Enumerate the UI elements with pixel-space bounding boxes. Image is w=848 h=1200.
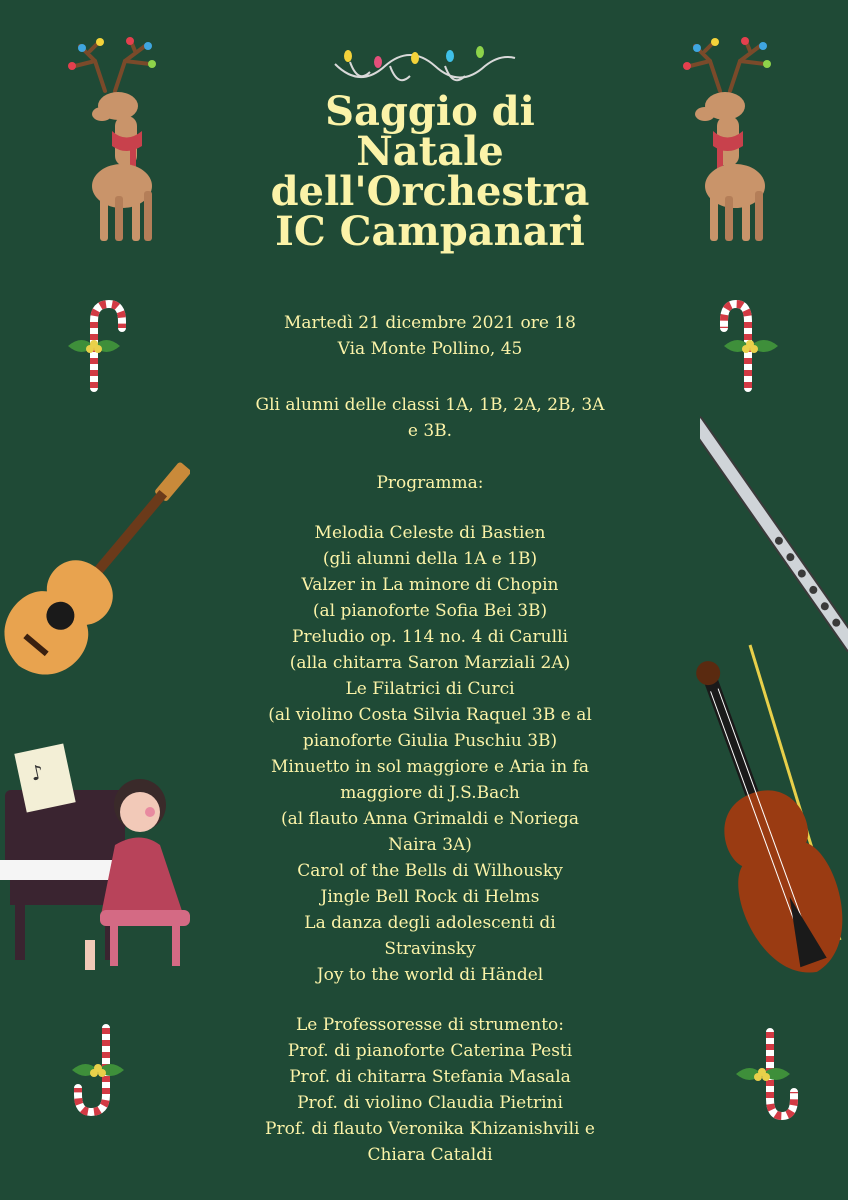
reindeer-left-icon bbox=[60, 36, 170, 246]
candy-cane-icon bbox=[730, 1024, 800, 1124]
program-line: Carol of the Bells di Wilhousky bbox=[297, 861, 563, 881]
title-line: Saggio di bbox=[325, 88, 535, 135]
program-line: (al violino Costa Silvia Raquel 3B e al bbox=[268, 705, 592, 725]
candy-cane-icon bbox=[718, 296, 788, 396]
title-line: IC Campanari bbox=[275, 208, 585, 255]
classes-info bbox=[180, 392, 680, 444]
program-line: Joy to the world di Händel bbox=[316, 965, 544, 985]
program-line: (gli alunni della 1A e 1B) bbox=[322, 549, 538, 569]
string-lights-icon bbox=[330, 44, 520, 94]
address-line: Via Monte Pollino, 45 bbox=[337, 339, 523, 359]
program-heading-text: Programma: bbox=[376, 473, 484, 493]
program-line: Preludio op. 114 no. 4 di Carulli bbox=[292, 627, 568, 647]
candy-cane-icon bbox=[64, 296, 134, 396]
guitar-icon bbox=[0, 438, 190, 708]
svg-text:♪: ♪ bbox=[28, 759, 46, 786]
program-line: Le Filatrici di Curci bbox=[345, 679, 515, 699]
program-line: Stravinsky bbox=[384, 939, 476, 959]
program-line: Melodia Celeste di Bastien bbox=[314, 523, 546, 543]
classes-line: Gli alunni delle classi 1A, 1B, 2A, 2B, 3A bbox=[255, 395, 605, 415]
program-line: (alla chitarra Saron Marziali 2A) bbox=[289, 653, 571, 673]
date-line: Martedì 21 dicembre 2021 ore 18 bbox=[284, 313, 576, 333]
flyer-title bbox=[180, 88, 680, 255]
reindeer-right-icon bbox=[675, 36, 785, 246]
teachers-line: Prof. di violino Claudia Pietrini bbox=[297, 1093, 563, 1113]
program-list bbox=[180, 520, 680, 988]
program-line: (al pianoforte Sofia Bei 3B) bbox=[312, 601, 548, 621]
classes-line: e 3B. bbox=[407, 421, 453, 441]
flute-icon bbox=[700, 412, 848, 652]
event-info bbox=[180, 310, 680, 362]
program-line: La danza degli adolescenti di bbox=[304, 913, 556, 933]
program-line: maggiore di J.S.Bach bbox=[340, 783, 520, 803]
program-line: Valzer in La minore di Chopin bbox=[301, 575, 559, 595]
teachers-line: Prof. di chitarra Stefania Masala bbox=[289, 1067, 571, 1087]
teachers-line: Chiara Cataldi bbox=[367, 1145, 493, 1165]
teachers-line: Prof. di flauto Veronika Khizanishvili e bbox=[265, 1119, 595, 1139]
program-line: Minuetto in sol maggiore e Aria in fa bbox=[270, 757, 590, 777]
program-line: Naira 3A) bbox=[388, 835, 472, 855]
piano-girl-icon bbox=[0, 740, 200, 980]
title-line: Natale bbox=[356, 128, 504, 175]
program-line: pianoforte Giulia Puschiu 3B) bbox=[302, 731, 558, 751]
violin-icon bbox=[680, 640, 848, 1010]
program-heading bbox=[180, 470, 680, 496]
candy-cane-icon bbox=[66, 1020, 136, 1120]
program-line: (al flauto Anna Grimaldi e Noriega bbox=[281, 809, 579, 829]
teachers-line: Prof. di pianoforte Caterina Pesti bbox=[287, 1041, 573, 1061]
title-line: dell'Orchestra bbox=[270, 168, 590, 215]
teachers-line: Le Professoresse di strumento: bbox=[296, 1015, 564, 1035]
program-line: Jingle Bell Rock di Helms bbox=[320, 887, 540, 907]
teachers-list bbox=[180, 1012, 680, 1168]
